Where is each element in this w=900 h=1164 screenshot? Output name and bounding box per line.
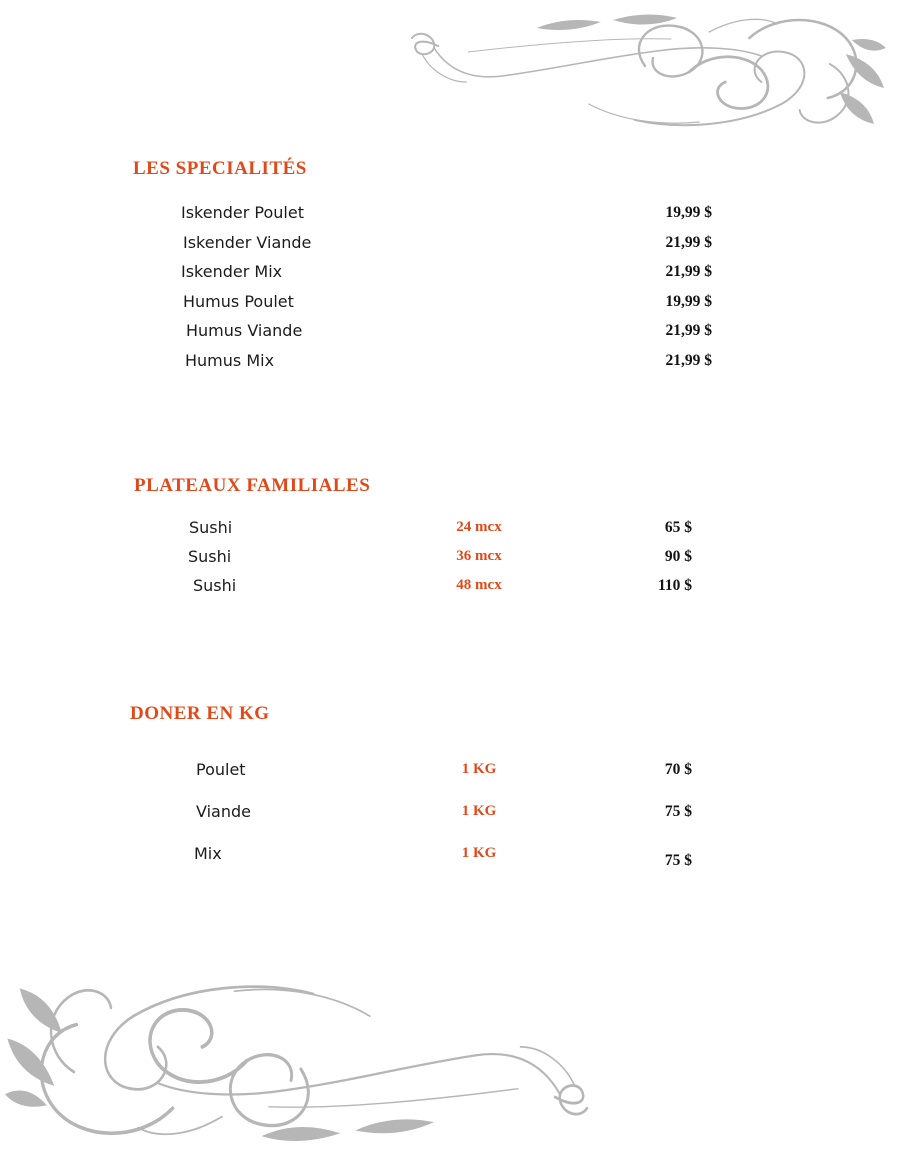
section-title-les-specialites: LES SPECIALITÉS (133, 157, 307, 179)
menu-item-row (0, 316, 900, 346)
item-quantity: 1 KG (461, 844, 497, 861)
menu-item-row (0, 228, 900, 258)
section-plateaux-familiales-rows (0, 513, 900, 600)
menu-item-row (0, 542, 900, 571)
top-right-flourish-ornament (408, 8, 890, 130)
menu-item-row (0, 791, 900, 833)
item-name: Humus Mix (185, 350, 275, 370)
item-quantity: 1 KG (461, 761, 497, 777)
item-name: Mix (194, 843, 222, 863)
menu-item-row (0, 287, 900, 317)
item-price: 75 $ (664, 851, 692, 869)
item-name: Viande (196, 801, 251, 821)
section-les-specialites-rows (0, 198, 900, 375)
item-price: 21,99 $ (665, 351, 712, 369)
item-price: 90 $ (664, 548, 692, 565)
item-name: Iskender Viande (183, 232, 312, 252)
item-quantity: 1 KG (461, 802, 497, 819)
item-price: 75 $ (664, 802, 692, 820)
section-doner-en-kg-rows (0, 749, 900, 874)
item-name: Sushi (189, 518, 233, 537)
item-price: 21,99 $ (665, 233, 712, 251)
item-price: 110 $ (657, 577, 692, 594)
item-name: Humus Poulet (183, 291, 294, 311)
item-name: Iskender Poulet (181, 203, 304, 222)
menu-item-row (0, 749, 900, 791)
menu-item-row (0, 571, 900, 600)
item-name: Iskender Mix (181, 262, 283, 281)
menu-item-row (0, 346, 900, 376)
bottom-left-flourish-ornament (0, 980, 592, 1150)
item-quantity: 24 mcx (456, 519, 502, 535)
item-name: Humus Viande (186, 321, 303, 340)
item-price: 19,99 $ (665, 204, 712, 221)
item-price: 70 $ (664, 761, 692, 778)
menu-item-row (0, 198, 900, 228)
item-price: 21,99 $ (665, 322, 712, 339)
item-name: Sushi (193, 576, 237, 595)
item-name: Poulet (196, 760, 246, 779)
item-quantity: 48 mcx (456, 577, 502, 593)
item-quantity: 36 mcx (456, 548, 502, 564)
item-price: 65 $ (664, 519, 692, 536)
menu-item-row (0, 833, 900, 875)
section-title-doner-en-kg: DONER EN KG (130, 702, 270, 724)
menu-item-row (0, 513, 900, 542)
menu-item-row (0, 257, 900, 287)
item-price: 21,99 $ (665, 263, 712, 280)
item-price: 19,99 $ (665, 292, 712, 310)
item-name: Sushi (188, 547, 232, 566)
section-title-plateaux-familiales: PLATEAUX FAMILIALES (134, 474, 371, 496)
